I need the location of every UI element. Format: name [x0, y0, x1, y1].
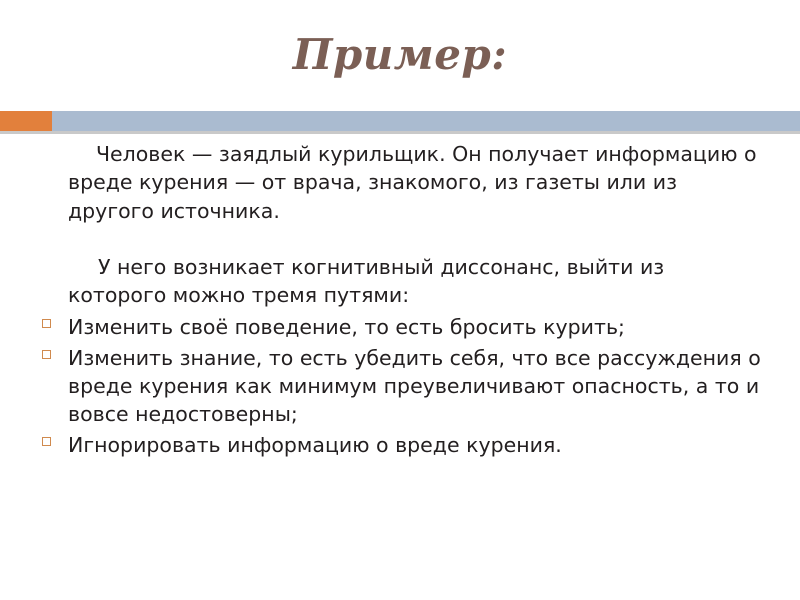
paragraph-2: У него возникает когнитивный диссонанс, выйти из которого можно тремя путями: [68, 254, 665, 308]
divider-shadow [0, 131, 800, 134]
square-bullet-icon [42, 350, 51, 359]
slide-body [40, 140, 764, 461]
title-divider [0, 111, 800, 131]
paragraph-1: Человек — заядлый курильщик. Он получает информацию о вреде курения — от врача, знакомого, из газеты или из другого источника. [68, 142, 757, 223]
list-item [40, 344, 764, 429]
divider-accent-block [0, 111, 52, 131]
page-title: Пример: [292, 30, 508, 79]
bullet-list [40, 313, 764, 458]
divider-bar [52, 111, 800, 131]
list-item [40, 313, 764, 341]
square-bullet-icon [42, 319, 51, 328]
list-item-label: Изменить своё поведение, то есть бросить курить; [68, 315, 625, 340]
square-bullet-icon [42, 437, 51, 446]
list-item-label: Игнорировать информацию о вреде курения. [68, 432, 562, 457]
list-item-label: Изменить знание, то есть убедить себя, что все рассуждения о вреде курения как минимум преувеличивают опасность, а то и вовсе недостоверны; [68, 345, 761, 427]
list-item [40, 431, 764, 459]
